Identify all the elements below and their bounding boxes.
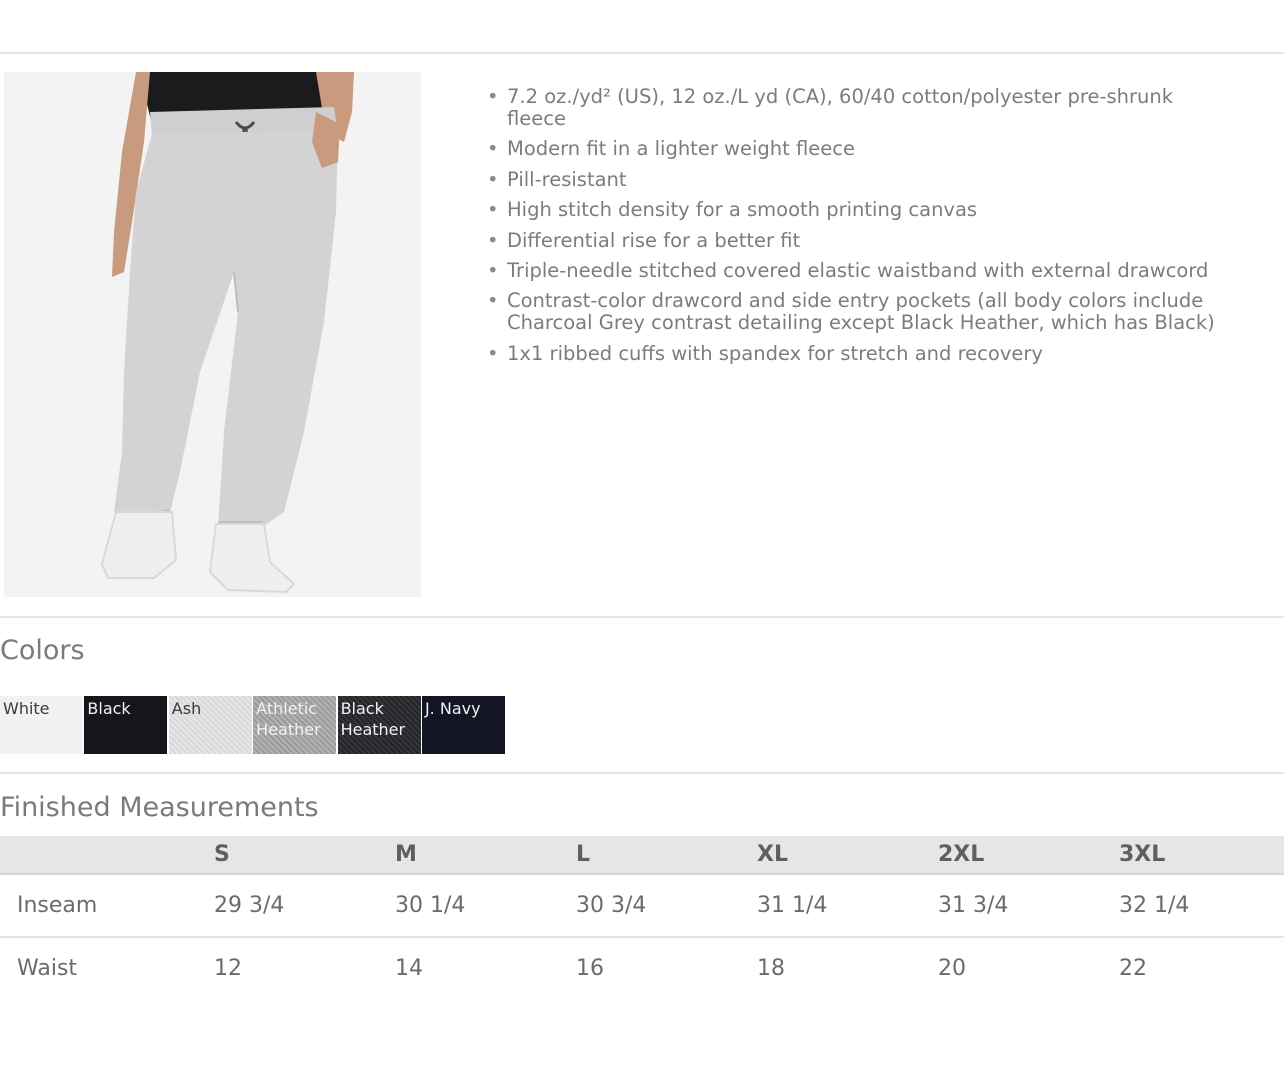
header-size-2xl: 2XL (924, 836, 1105, 874)
table-cell: 12 (214, 956, 242, 981)
feature-item: • Differential rise for a better fit (486, 230, 1226, 252)
table-cell: 31 3/4 (924, 874, 1105, 937)
feature-item: • 7.2 oz./yd² (US), 12 oz./L yd (CA), 60/40 cotton/polyester pre-shrunk fleece (486, 86, 1226, 130)
swatch-black[interactable]: Black (84, 696, 167, 754)
feature-item: • Triple-needle stitched covered elastic waistband with external drawcord (486, 260, 1226, 282)
swatch-black-heather[interactable]: Black Heather (338, 696, 421, 754)
table-cell: 18 (757, 956, 785, 981)
product-image (4, 72, 421, 597)
feature-item: • High stitch density for a smooth printing canvas (486, 199, 1226, 221)
jogger-pants-illustration (4, 72, 421, 597)
table-cell: 22 (1119, 956, 1147, 981)
table-header-row (0, 836, 1284, 874)
table-cell: 16 (576, 956, 604, 981)
feature-list (486, 86, 1226, 373)
top-divider (0, 52, 1284, 54)
feature-item: • 1x1 ribbed cuffs with spandex for stretch and recovery (486, 343, 1226, 365)
color-swatches (0, 696, 506, 754)
swatch-athletic-heather[interactable]: Athletic Heather (253, 696, 336, 754)
header-size-3xl: 3XL (1105, 836, 1284, 874)
table-cell: 14 (395, 956, 423, 981)
feature-item: • Contrast-color drawcord and side entry pockets (all body colors include Charcoal Grey contrast detailing except Black Heather, which has Black) (486, 290, 1226, 334)
swatch-j-navy[interactable]: J. Navy (422, 696, 505, 754)
swatch-ash[interactable]: Ash (169, 696, 252, 754)
header-size-m: M (381, 836, 562, 874)
row-label: Inseam (0, 874, 200, 937)
table-cell: 31 1/4 (743, 874, 924, 937)
header-blank (0, 836, 200, 874)
table-row (0, 937, 1284, 999)
table-cell: 29 3/4 (200, 874, 381, 937)
measurements-table (0, 836, 1284, 999)
colors-title: Colors (0, 635, 85, 666)
table-row (0, 874, 1284, 937)
feature-item: • Pill-resistant (486, 169, 1226, 191)
swatch-white[interactable]: White (0, 696, 83, 754)
colors-divider (0, 616, 1284, 618)
table-cell: 30 3/4 (562, 874, 743, 937)
table-cell: 32 1/4 (1105, 874, 1284, 937)
table-cell: 30 1/4 (381, 874, 562, 937)
measurements-divider (0, 772, 1284, 774)
header-size-l: L (562, 836, 743, 874)
header-size-xl: XL (743, 836, 924, 874)
row-label: Waist (17, 956, 78, 981)
table-cell: 20 (938, 956, 966, 981)
feature-item: • Modern fit in a lighter weight fleece (486, 138, 1226, 160)
header-size-s: S (200, 836, 381, 874)
measurements-title: Finished Measurements (0, 792, 319, 823)
